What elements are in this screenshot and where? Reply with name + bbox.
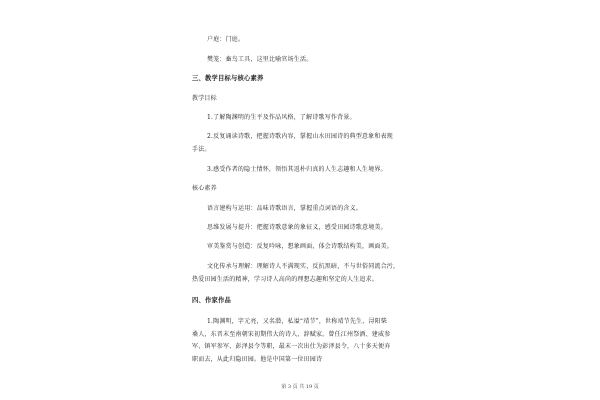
author-bio-line4: 职而去，从此归隐田园。他是中国第一位田园诗 — [192, 356, 323, 363]
glossary-hu-ting: 户庭：门庭。 — [207, 36, 245, 43]
glossary-fan-long: 樊笼：畜鸟工具，这里比喻官场生活。 — [207, 56, 313, 63]
core-literacy-3: 审美鉴赏与创造：反复吟咏，想象画面，体会诗歌结构美，画面美。 — [207, 243, 394, 250]
teaching-goal-2-line1: 2.反复诵读诗歌，把握诗歌内容，掌握山水田园诗的典型意象和表现 — [207, 133, 393, 140]
section3-heading: 三、教学目标与核心素养 — [192, 75, 264, 82]
author-bio-line3: 军、镇军参军、彭泽县令等职，最末一次出仕为彭泽县令，八十多天便弃 — [192, 343, 391, 350]
teaching-goals-label: 教学目标 — [192, 95, 217, 102]
core-literacy-4-line2: 热爱田园生活的精神，学习诗人高尚的理想志趣和坚定的人生追求。 — [192, 276, 379, 283]
author-bio-line1: 1.陶渊明，字元亮，又名潜，私谥“靖节”，世称靖节先生，浔阳柴 — [207, 318, 388, 325]
author-bio-line2: 桑人，东晋末至南朝宋初期伟大的诗人、辞赋家。曾任江州祭酒、建威参 — [192, 331, 391, 338]
page-number-footer: 第 3 页 共 19 页 — [281, 384, 319, 390]
core-literacy-2: 思维发展与提升：把握诗歌意象的象征义，感受田园诗歌意境美。 — [207, 224, 387, 231]
teaching-goal-2-line2: 手法。 — [192, 146, 211, 153]
section4-heading: 四、作家作品 — [192, 297, 231, 304]
core-literacy-1: 语言建构与运用：品味诗歌语言，掌握重点词语的含义。 — [207, 205, 363, 212]
teaching-goal-1: 1.了解陶渊明的生平及作品风格，了解诗歌写作背景。 — [207, 114, 356, 121]
core-literacy-label: 核心素养 — [192, 185, 217, 192]
core-literacy-4-line1: 文化传承与理解：理解诗人不满现实，反抗黑暗，不与世俗同流合污， — [207, 263, 400, 270]
teaching-goal-3: 3.感受作者的隐士情怀，领悟其返朴归真的人生志趣和人生境界。 — [207, 166, 387, 173]
